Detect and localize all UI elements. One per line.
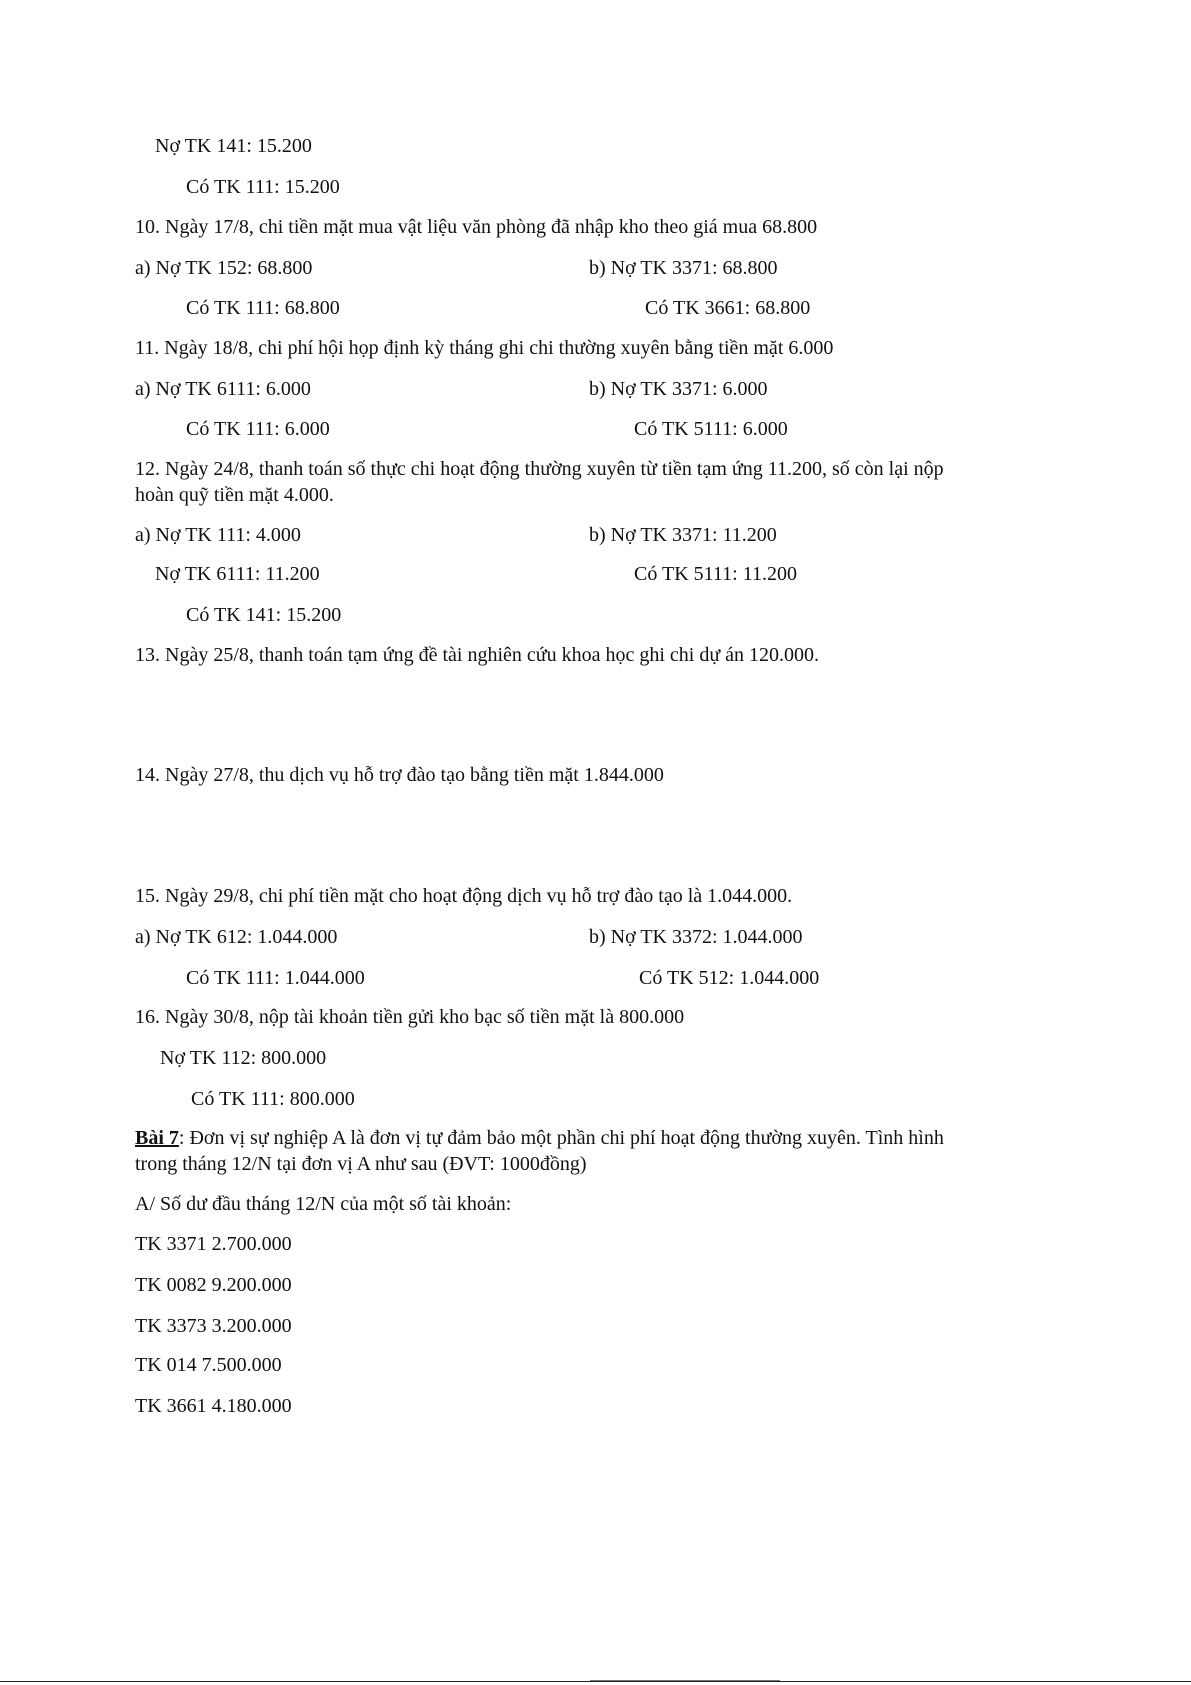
balance-line: TK 3373 3.200.000	[135, 1315, 292, 1337]
item-13: 13. Ngày 25/8, thanh toán tạm ứng đề tài nghiên cứu khoa học ghi chi dự án 120.000.	[135, 644, 820, 666]
entry-line: Có TK 5111: 11.200	[634, 563, 797, 585]
bai7-text: : Đơn vị sự nghiệp A là đơn vị tự đảm bảo một phần chi phí hoạt động thường xuyên. Tình hình	[178, 1127, 944, 1149]
bai7-intro	[135, 1126, 944, 1150]
entry-line: Nợ TK 112: 800.000	[160, 1047, 327, 1069]
balance-line: TK 014 7.500.000	[135, 1354, 282, 1376]
bai7-section-a: A/ Số dư đầu tháng 12/N của một số tài khoản:	[135, 1193, 512, 1215]
item-12-cont: hoàn quỹ tiền mặt 4.000.	[135, 484, 334, 506]
page-bottom-rule-mark	[590, 1680, 780, 1681]
item-16: 16. Ngày 30/8, nộp tài khoản tiền gửi kho bạc số tiền mặt là 800.000	[135, 1006, 685, 1028]
entry-line: Có TK 141: 15.200	[186, 604, 342, 626]
entry-line: Có TK 111: 800.000	[191, 1088, 355, 1110]
entry-line: Có TK 111: 1.044.000	[186, 967, 365, 989]
entry-line: b) Nợ TK 3371: 11.200	[589, 524, 777, 546]
entry-line: a) Nợ TK 152: 68.800	[135, 257, 313, 279]
item-14: 14. Ngày 27/8, thu dịch vụ hỗ trợ đào tạo bằng tiền mặt 1.844.000	[135, 764, 664, 786]
bai7-cont: trong tháng 12/N tại đơn vị A như sau (ĐVT: 1000đồng)	[135, 1153, 587, 1175]
balance-line: TK 3371 2.700.000	[135, 1233, 292, 1255]
entry-line: Nợ TK 6111: 11.200	[155, 563, 320, 585]
entry-line: b) Nợ TK 3371: 6.000	[589, 378, 768, 400]
bai7-label: Bài 7	[135, 1127, 179, 1149]
entry-line: Nợ TK 141: 15.200	[155, 135, 312, 157]
entry-line: Có TK 512: 1.044.000	[639, 967, 820, 989]
entry-line: a) Nợ TK 111: 4.000	[135, 524, 301, 546]
page-bottom-rule	[0, 1681, 1191, 1682]
item-10: 10. Ngày 17/8, chi tiền mặt mua vật liệu văn phòng đã nhập kho theo giá mua 68.800	[135, 216, 818, 238]
balance-line: TK 0082 9.200.000	[135, 1274, 292, 1296]
entry-line: a) Nợ TK 6111: 6.000	[135, 378, 311, 400]
balance-line: TK 3661 4.180.000	[135, 1395, 292, 1417]
item-11: 11. Ngày 18/8, chi phí hội họp định kỳ tháng ghi chi thường xuyên bằng tiền mặt 6.000	[135, 337, 834, 359]
entry-line: Có TK 5111: 6.000	[634, 418, 788, 440]
entry-line: b) Nợ TK 3372: 1.044.000	[589, 926, 803, 948]
item-15: 15. Ngày 29/8, chi phí tiền mặt cho hoạt động dịch vụ hỗ trợ đào tạo là 1.044.000.	[135, 885, 793, 907]
item-12: 12. Ngày 24/8, thanh toán số thực chi hoạt động thường xuyên từ tiền tạm ứng 11.200, số còn lại nộp	[135, 458, 944, 480]
entry-line: Có TK 3661: 68.800	[645, 297, 811, 319]
entry-line: b) Nợ TK 3371: 68.800	[589, 257, 778, 279]
entry-line: Có TK 111: 15.200	[186, 176, 340, 198]
entry-line: Có TK 111: 6.000	[186, 418, 330, 440]
entry-line: a) Nợ TK 612: 1.044.000	[135, 926, 338, 948]
entry-line: Có TK 111: 68.800	[186, 297, 340, 319]
